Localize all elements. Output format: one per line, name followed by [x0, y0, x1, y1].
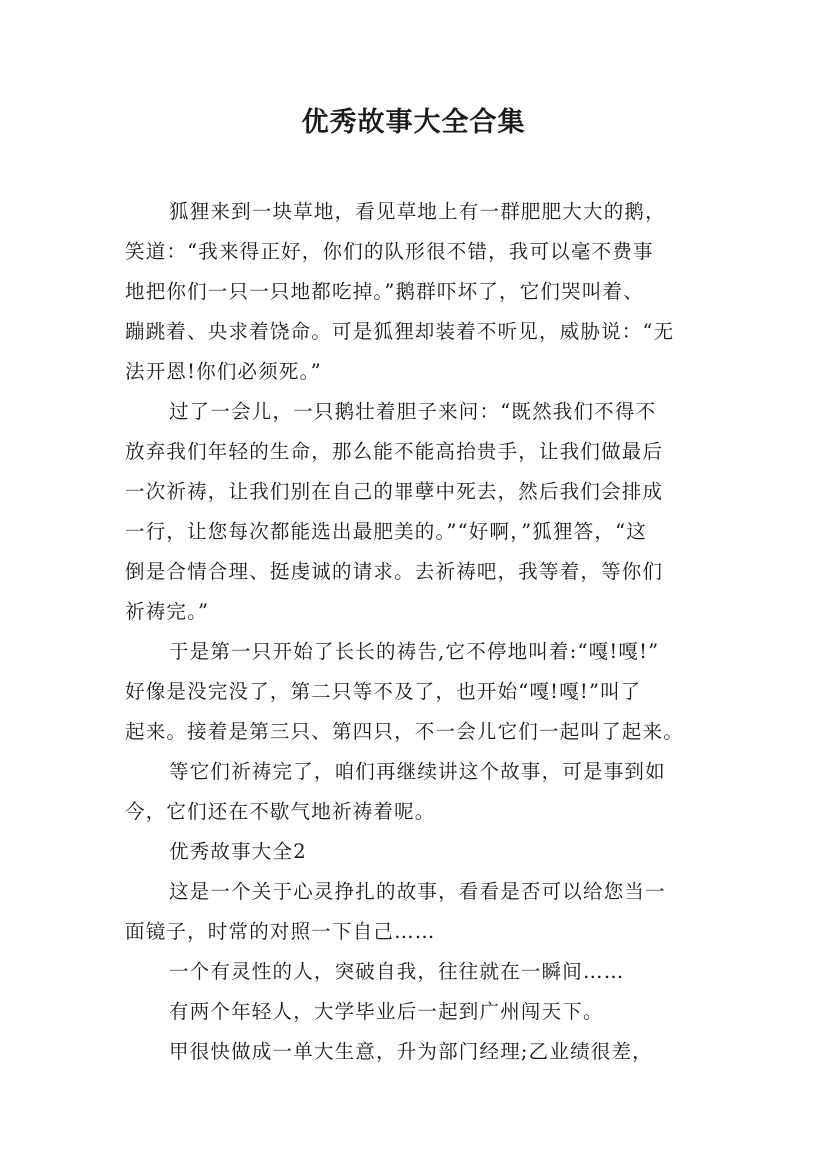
text-line: 这是一个关于心灵挣扎的故事，看看是否可以给您当一 — [169, 880, 666, 903]
text-line: 今，它们还在不歇气地祈祷着呢。 — [125, 800, 436, 823]
text-line: 等它们祈祷完了，咱们再继续讲这个故事，可是事到如 — [169, 760, 666, 783]
page-title: 优秀故事大全合集 — [301, 107, 526, 138]
text-line: 有两个年轻人，大学毕业后一起到广州闯天下。 — [169, 1000, 604, 1023]
text-line: 面镜子，时常的对照一下自己…… — [125, 920, 436, 943]
story-body — [125, 192, 710, 1072]
text-line: 于是第一只开始了长长的祷告,它不停地叫着:“嘎!嘎!” — [169, 640, 660, 663]
text-line: 过了一会儿，一只鹅壮着胆子来问：“既然我们不得不 — [169, 400, 657, 423]
text-line: 法开恩!你们必须死。” — [125, 360, 322, 383]
text-line: 优秀故事大全2 — [169, 840, 307, 863]
text-line: 蹦跳着、央求着饶命。可是狐狸却装着不听见，威胁说：“无 — [125, 320, 675, 343]
text-line: 一行，让您每次都能选出最肥美的。”“好啊，”狐狸答，“这 — [125, 520, 647, 543]
text-line: 倒是合情合理、挺虔诚的请求。去祈祷吧，我等着，等你们 — [125, 560, 664, 583]
text-line: 好像是没完没了，第二只等不及了，也开始“嘎!嘎!”叫了 — [125, 680, 642, 703]
text-line: 笑道：“我来得正好，你们的队形很不错，我可以毫不费事 — [125, 240, 654, 263]
text-line: 祈祷完。” — [125, 600, 210, 623]
text-line: 起来。接着是第三只、第四只，不一会儿它们一起叫了起来。 — [125, 720, 684, 743]
text-line: 狐狸来到一块草地，看见草地上有一群肥肥大大的鹅， — [169, 200, 666, 223]
text-line: 一次祈祷，让我们别在自己的罪孽中死去，然后我们会排成 — [125, 480, 664, 503]
text-line: 一个有灵性的人，突破自我，往往就在一瞬间…… — [169, 960, 625, 983]
text-line: 放弃我们年轻的生命，那么能不能高抬贵手，让我们做最后 — [125, 440, 664, 463]
text-line: 甲很快做成一单大生意，升为部门经理;乙业绩很差， — [169, 1040, 653, 1063]
text-line: 地把你们一只一只地都吃掉。”鹅群吓坏了，它们哭叫着、 — [125, 280, 644, 303]
